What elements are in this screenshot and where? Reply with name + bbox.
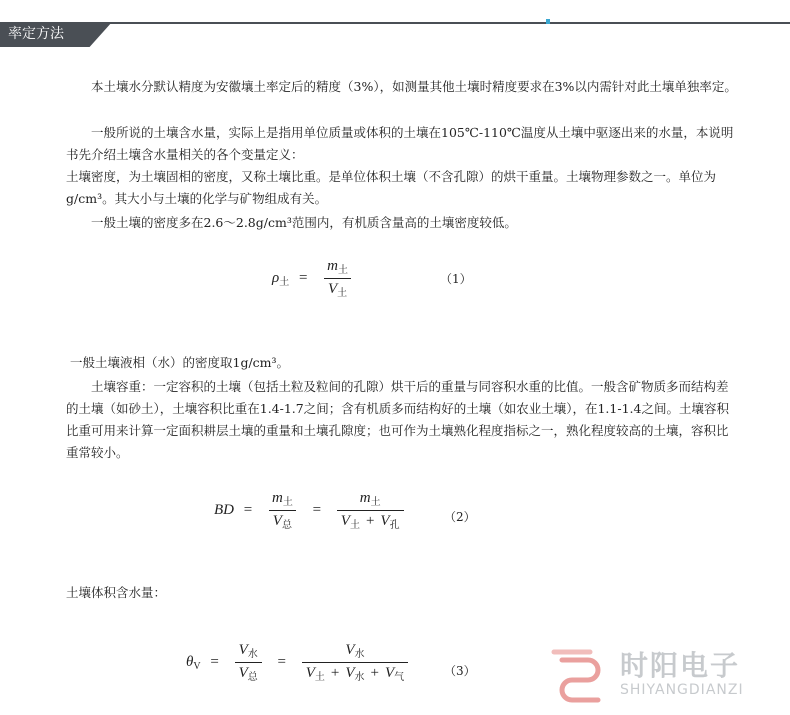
- paragraph-water-content: 一般所说的土壤含水量，实际上是指用单位质量或体积的土壤在105℃-110℃温度从土壤中驱逐出来的水量，本说明书先介绍土壤含水量相关的各个变量定义：: [66, 125, 734, 162]
- paragraph-calibration-note: 本土壤水分默认精度为安徽壤土率定后的精度（3%），如测量其他土壤时精度要求在3%以内需针对此土壤单独率定。: [91, 79, 737, 94]
- paragraph-density-range: 一般土壤的密度多在2.6～2.8g/cm³范围内，有机质含量高的土壤密度较低。: [91, 215, 517, 230]
- watermark-brand-cn: 时阳电子: [620, 649, 741, 682]
- formula-1-fraction: $\frac{m_土}{V_土}$: [323, 258, 352, 299]
- formula-1-number: （1）: [440, 272, 472, 286]
- header-marker: [546, 19, 550, 24]
- formula-1-lhs: ρ: [272, 269, 280, 286]
- formula-1: $\rho_土$ = $\frac{m_土}{V_土}$: [272, 258, 358, 299]
- section-title: 率定方法: [8, 26, 64, 42]
- formula-2-number: （2）: [444, 510, 476, 524]
- paragraph-volumetric-heading: 土壤体积含水量：: [66, 585, 167, 600]
- paragraph-bulk-density: 土壤容重：一定容积的土壤（包括土粒及粒间的孔隙）烘干后的重量与同容积水重的比值。一般含矿物质多而结构差的土壤（如砂土），土壤容积比重在1.4-1.7之间；含有机质多而结构好的土壤（如农业土壤），在1.1-1.4之间。土壤容积比重可用来计算一定面积耕层土壤的重量和土壤孔隙度；也可作为土壤熟化程度指标之一，熟化程度较高的土壤，容积比重常较小。: [66, 379, 729, 460]
- paragraph-liquid-density: 一般土壤液相（水）的密度取1g/cm³。: [70, 355, 290, 370]
- watermark-logo-icon: [548, 640, 612, 704]
- paragraph-soil-density: 土壤密度，为土壤固相的密度，又称土壤比重。是单位体积土壤（不含孔隙）的烘干重量。土壤物理参数之一。单位为g/cm³。其大小与土壤的化学与矿物组成有关。: [66, 169, 717, 206]
- formula-2: BD = $\frac{m_土}{V_总}$ = $\frac{m_土}{V_土 + V_孔}$: [214, 490, 410, 531]
- formula-3: $\theta_V$ = $\frac{V_水}{V_总}$ = $\frac{V_水}{V_土 + V_水 + V_气}$: [186, 642, 414, 683]
- formula-3-number: （3）: [444, 664, 476, 678]
- watermark-brand-en: SHIYANGDIANZI: [620, 682, 744, 698]
- header-rule: [0, 22, 790, 24]
- section-header: [0, 0, 790, 40]
- watermark: [548, 640, 778, 704]
